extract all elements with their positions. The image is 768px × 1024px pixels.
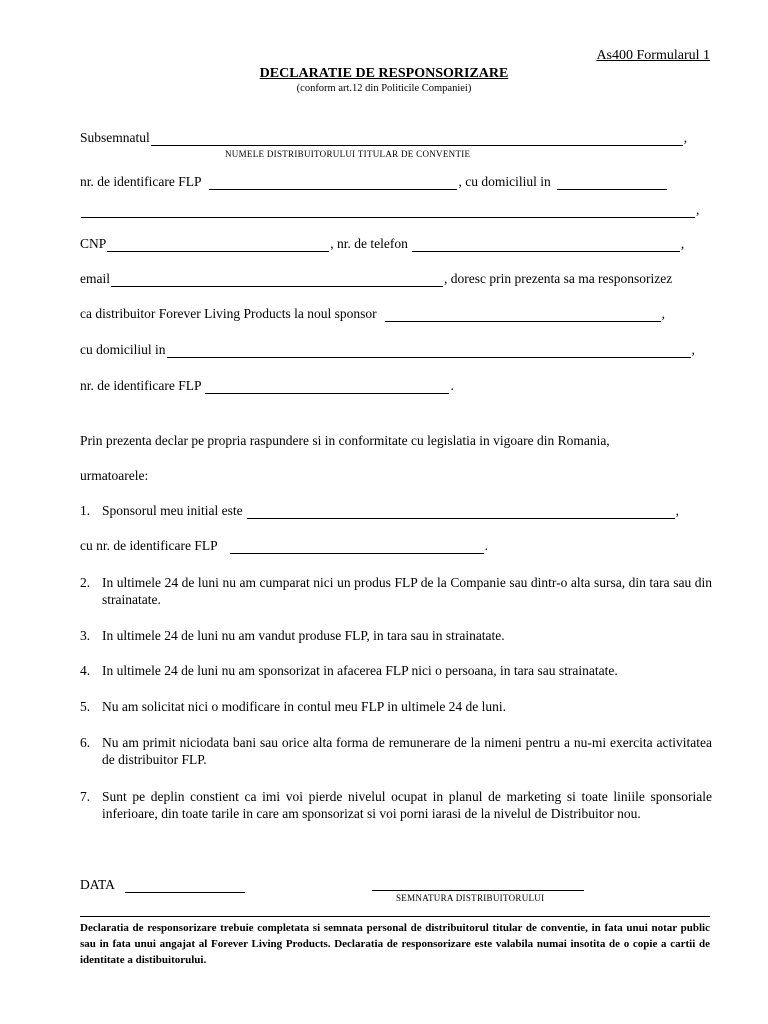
item-1-id-row: cu nr. de identificare FLP . xyxy=(80,538,488,553)
declaration-intro-cont: urmatoarele: xyxy=(80,468,149,483)
list-item xyxy=(80,574,712,608)
distributor-name-caption: NUMELE DISTRIBUITORULUI TITULAR DE CONVENTIE xyxy=(225,149,471,159)
item-text: Nu am primit niciodata bani sau orice alta forma de remunerare de la nimeni pentru a nu-mi exercita activitatea de distribuitor FLP. xyxy=(102,735,712,767)
initial-sponsor-field[interactable] xyxy=(247,505,675,519)
cnp-label: CNP xyxy=(80,236,107,251)
item-number: 7. xyxy=(80,789,91,804)
sponsor-flp-id-row: nr. de identificare FLP . xyxy=(80,378,454,393)
footer-divider xyxy=(80,916,710,917)
email-field[interactable] xyxy=(111,273,443,287)
phone-label: , nr. de telefon xyxy=(330,236,408,251)
date-row xyxy=(80,877,246,893)
item-number: 4. xyxy=(80,663,91,678)
sponsor-flp-id-field[interactable] xyxy=(205,380,449,394)
subsemnatul-row: Subsemnatul , xyxy=(80,130,688,145)
flp-id-row xyxy=(80,174,668,190)
list-item xyxy=(80,734,712,768)
domicile-field[interactable] xyxy=(557,176,667,190)
flp-id-label: nr. de identificare FLP xyxy=(80,174,202,189)
signature-caption: SEMNATURA DISTRIBUITORULUI xyxy=(396,893,545,903)
address-field[interactable] xyxy=(81,204,695,218)
cnp-field[interactable] xyxy=(107,238,329,252)
sponsor-domicile-label: cu domiciliul in xyxy=(80,342,166,357)
item-text: Sunt pe deplin constient ca imi voi pierde nivelul ocupat in planul de marketing si toate liniile sponsoriale inferioare, din toate tarile in care am sponsorizat si voi porni iarasi de la nivelul de Distribuitor nou. xyxy=(102,789,712,821)
item-text: In ultimele 24 de luni nu am sponsorizat in afacerea FLP nici o persoana, in tara sau strainatate. xyxy=(102,663,618,678)
email-suffix: , doresc prin prezenta sa ma responsorizez xyxy=(444,271,673,286)
item-1-number: 1. xyxy=(80,503,91,518)
list-item xyxy=(80,662,712,679)
item-text: In ultimele 24 de luni nu am vandut produse FLP, in tara sau in strainatate. xyxy=(102,628,505,643)
item-1-label: Sponsorul meu initial este xyxy=(102,503,243,518)
flp-id-field[interactable] xyxy=(209,176,457,190)
sponsor-flp-id-label: nr. de identificare FLP xyxy=(80,378,202,393)
sponsor-domicile-row: cu domiciliul in , xyxy=(80,342,695,357)
email-label: email xyxy=(80,271,110,286)
item-number: 6. xyxy=(80,735,91,750)
signature-field[interactable] xyxy=(372,877,584,891)
list-item xyxy=(80,698,712,715)
email-row xyxy=(80,271,672,287)
list-item xyxy=(80,627,712,644)
address-row: , xyxy=(80,202,699,218)
page-title: DECLARATIE DE RESPONSORIZARE xyxy=(259,66,509,81)
item-number: 3. xyxy=(80,628,91,643)
distributor-name-field[interactable] xyxy=(151,132,683,146)
initial-sponsor-id-field[interactable] xyxy=(230,540,484,554)
new-sponsor-row: ca distribuitor Forever Living Products la noul sponsor , xyxy=(80,306,665,321)
item-1-id-label: cu nr. de identificare FLP xyxy=(80,538,218,553)
domicile-label: , cu domiciliul in xyxy=(458,174,551,189)
new-sponsor-label: ca distribuitor Forever Living Products la noul sponsor xyxy=(80,306,377,321)
new-sponsor-field[interactable] xyxy=(385,308,661,322)
date-label: DATA xyxy=(80,877,115,892)
item-1-row: 1. Sponsorul meu initial este , xyxy=(80,503,679,518)
item-text: Nu am solicitat nici o modificare in contul meu FLP in ultimele 24 de luni. xyxy=(102,699,507,714)
item-text: In ultimele 24 de luni nu am cumparat nici un produs FLP de la Companie sau dintr-o alta sursa, din tara sau din strainatate. xyxy=(102,575,712,607)
item-number: 5. xyxy=(80,699,91,714)
declaration-intro: Prin prezenta declar pe propria raspundere si in conformitate cu legislatia in vigoare din Romania, xyxy=(80,433,610,448)
phone-field[interactable] xyxy=(412,238,680,252)
item-number: 2. xyxy=(80,575,91,590)
form-id: As400 Formularul 1 xyxy=(596,48,710,63)
list-item xyxy=(80,788,712,822)
cnp-row: CNP , nr. de telefon , xyxy=(80,236,685,251)
sponsor-domicile-field[interactable] xyxy=(167,344,691,358)
footer-note: Declaratia de responsorizare trebuie completata si semnata personal de distribuitorul titular de conventie, in fata unui notar public sau in fata unui angajat al Forever Living Products. Declaratia de responsorizare este valabila numai insotita de o copie a cartii de identitate a distibuitorului. xyxy=(80,922,710,966)
page-subtitle: (conform art.12 din Politicile Companiei) xyxy=(296,83,472,94)
subsemnatul-label: Subsemnatul xyxy=(80,130,150,145)
date-field[interactable] xyxy=(125,879,245,893)
